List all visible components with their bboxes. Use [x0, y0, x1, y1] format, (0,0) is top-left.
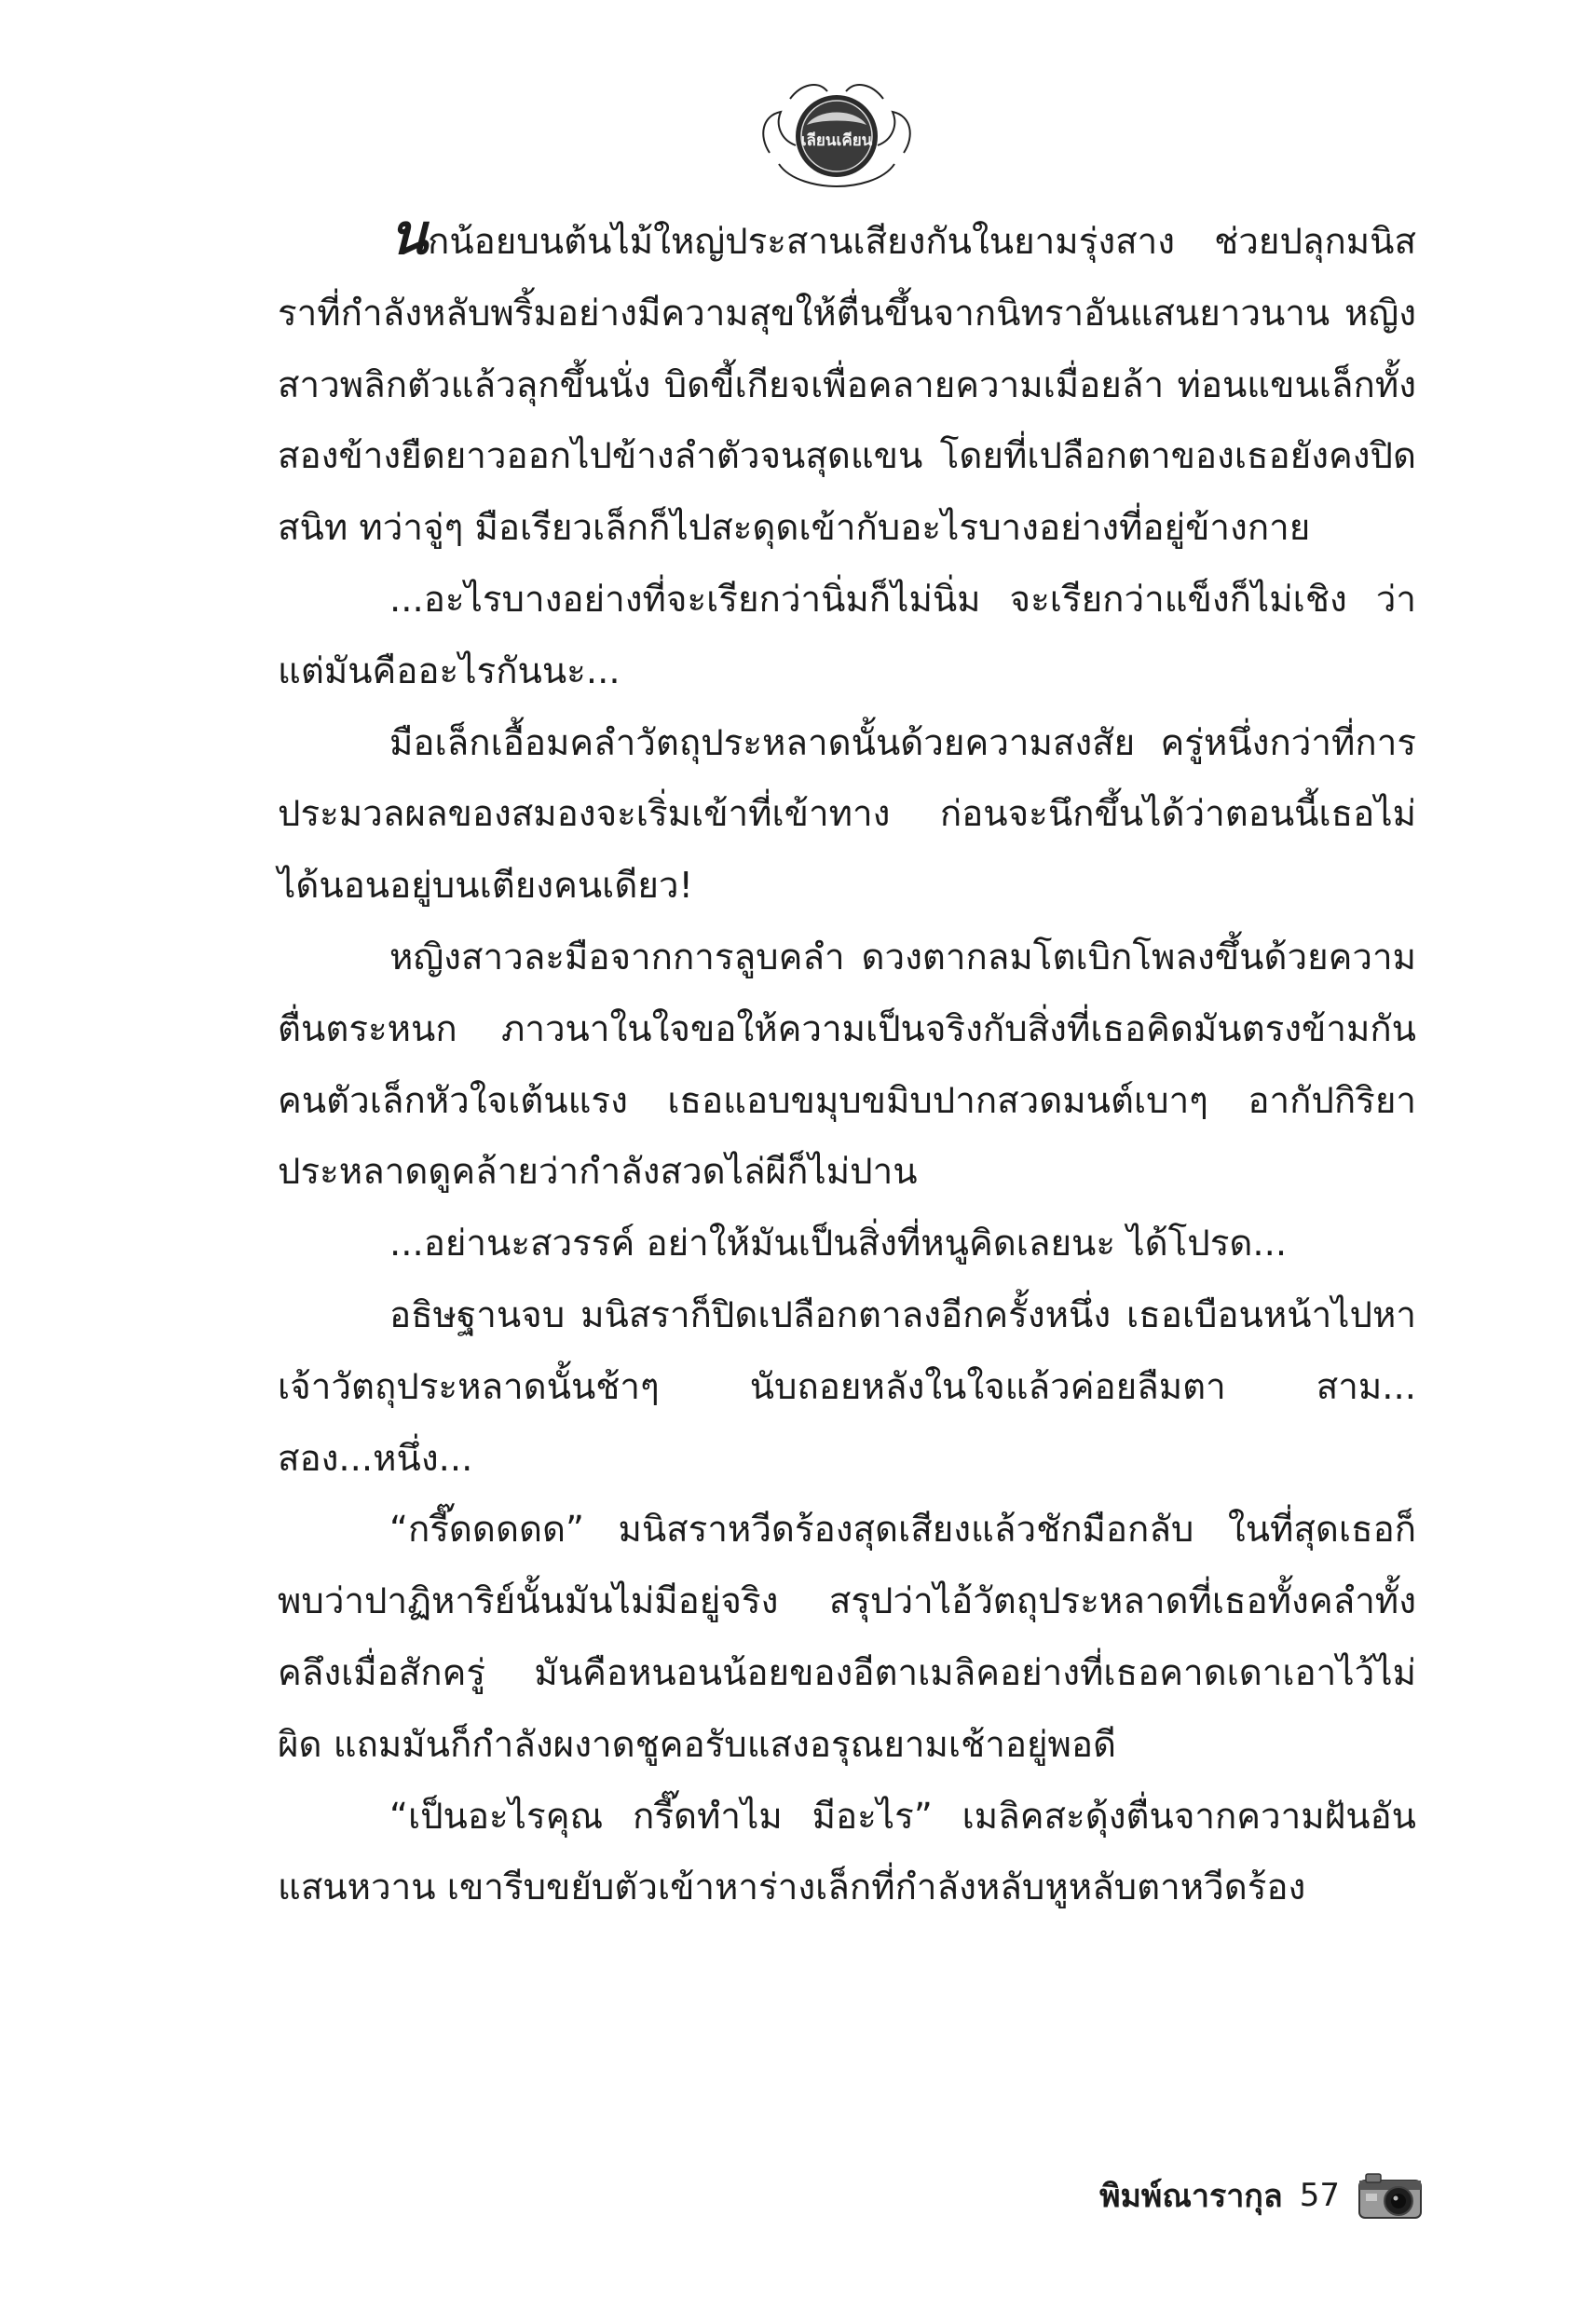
paragraph-5: ...อย่านะสวรรค์ อย่าให้มันเป็นสิ่งที่หนูคิดเลยนะ ได้โปรด...	[389, 1223, 1288, 1265]
footer-author: พิมพ์ณารากุล	[1099, 2178, 1283, 2215]
ornament-text: เลียนเคียน	[800, 131, 873, 150]
paragraph-4: หญิงสาวละมือจากการลูบคลำ ดวงตากลมโตเบิกโพลงขึ้นด้วยความตื่นตระหนก ภาวนาในใจขอให้ความเป็นจริงกับสิ่งที่เธอคิดมันตรงข้ามกัน คนตัวเล็กหัวใจเต้นแรง เธอแอบขมุบขมิบปากสวดมนต์เบาๆ อากัปกิริยาประหลาดดูคล้ายว่ากำลังสวดไล่ผีก็ไม่ปาน	[278, 936, 1416, 1194]
paragraph-8: “เป็นอะไรคุณ กรี๊ดทำไม มีอะไร” เมลิคสะดุ้งตื่นจากความฝันอันแสนหวาน เขารีบขยับตัวเข้าหาร่างเล็กที่กำลังหลับหูหลับตาหวีดร้อง	[278, 1795, 1416, 1909]
story-text	[278, 202, 1416, 1924]
header-ornament-emblem	[753, 71, 921, 192]
drop-cap: น	[389, 202, 429, 267]
paragraph-6: อธิษฐานจบ มนิสราก็ปิดเปลือกตาลงอีกครั้งหนึ่ง เธอเบือนหน้าไปหาเจ้าวัตถุประหลาดนั้นช้าๆ นับถอยหลังในใจแล้วค่อยลืมตา สาม... สอง...หนึ่ง...	[278, 1293, 1416, 1480]
page-number: 57	[1299, 2177, 1340, 2214]
paragraph-1-text: กน้อยบนต้นไม้ใหญ่ประสานเสียงกันในยามรุ่งสาง ช่วยปลุกมนิสราที่กำลังหลับพริ้มอย่างมีความสุขให้ตื่นขึ้นจากนิทราอันแสนยาวนาน หญิงสาวพลิกตัวแล้วลุกขึ้นนั่ง บิดขี้เกียจเพื่อคลายความเมื่อยล้า ท่อนแขนเล็กทั้งสองข้างยืดยาวออกไปข้างลำตัวจนสุดแขน โดยที่เปลือกตาของเธอยังคงปิดสนิท ทว่าจู่ๆ มือเรียวเล็กก็ไปสะดุดเข้ากับอะไรบางอย่างที่อยู่ข้างกาย	[278, 221, 1416, 550]
paragraph-2: ...อะไรบางอย่างที่จะเรียกว่านิ่มก็ไม่นิ่ม จะเรียกว่าแข็งก็ไม่เชิง ว่าแต่มันคืออะไรกันนะ...	[278, 578, 1416, 692]
paragraph-3: มือเล็กเอื้อมคลำวัตถุประหลาดนั้นด้วยความสงสัย ครู่หนึ่งกว่าที่การประมวลผลของสมองจะเริ่มเข้าที่เข้าทาง ก่อนจะนึกขึ้นได้ว่าตอนนี้เธอไม่ได้นอนอยู่บนเตียงคนเดียว!	[278, 721, 1416, 908]
paragraph-7: “กรี๊ดดดดด” มนิสราหวีดร้องสุดเสียงแล้วชักมือกลับ ในที่สุดเธอก็พบว่าปาฏิหาริย์นั้นมันไม่มีอยู่จริง สรุปว่าไอ้วัตถุประหลาดที่เธอทั้งคลำทั้งคลึงเมื่อสักครู่ มันคือหนอนน้อยของอีตาเมลิคอย่างที่เธอคาดเดาเอาไว้ไม่ผิด แถมมันก็กำลังผงาดชูคอรับแสงอรุณยามเช้าอยู่พอดี	[278, 1509, 1416, 1766]
page-footer	[988, 2158, 1425, 2233]
paragraph-1	[278, 202, 1416, 565]
camera-icon	[1357, 2169, 1425, 2222]
